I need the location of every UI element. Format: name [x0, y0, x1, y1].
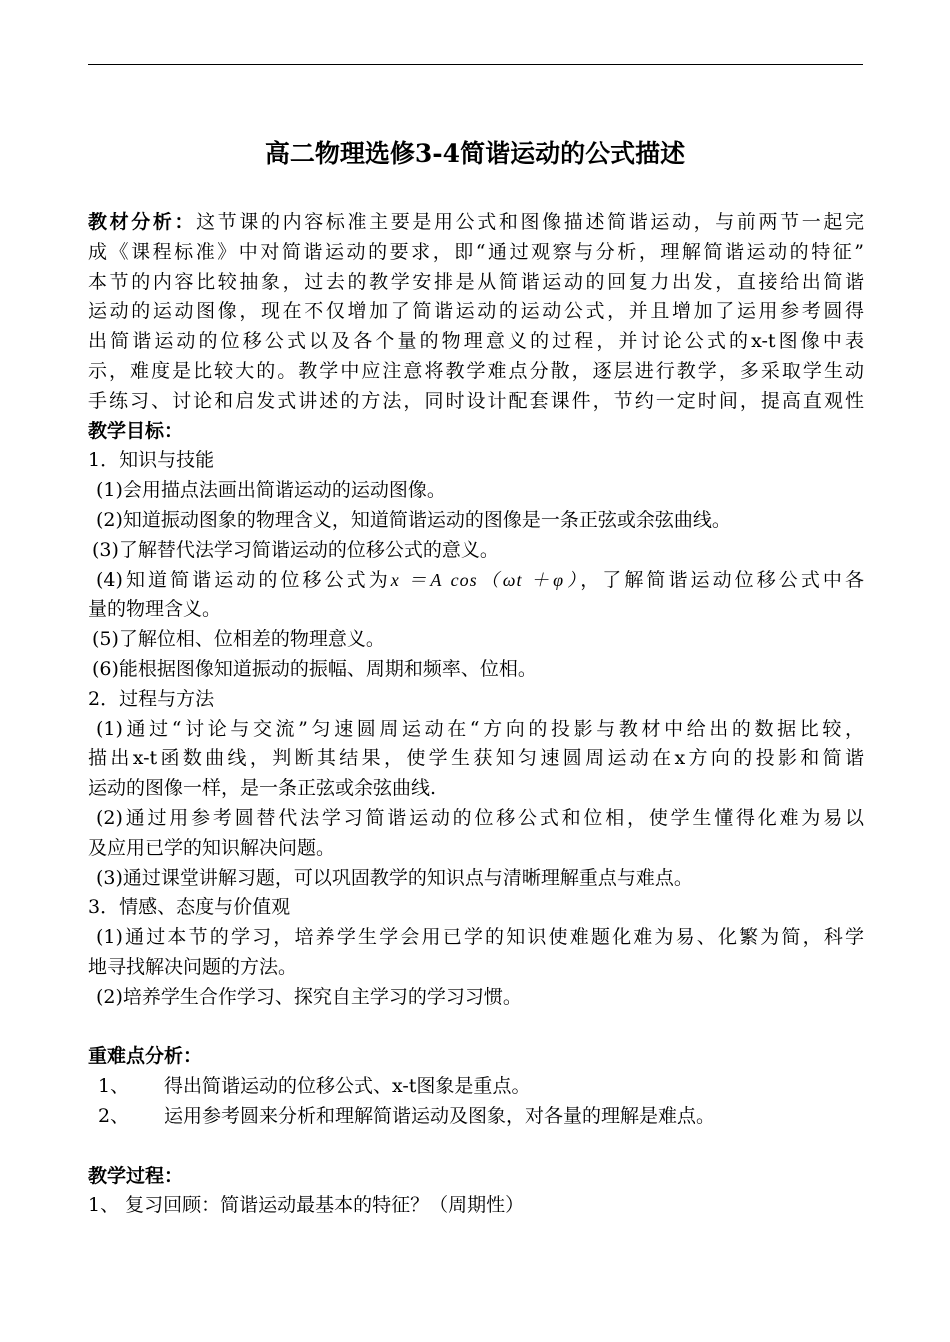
objectives-heading: 教学目标： [88, 419, 184, 442]
knowledge-item-5: (5)了解位相、位相差的物理意义。 [92, 628, 385, 651]
attitude-item-1-line-1: (1)通过本节的学习，培养学生学会用已学的知识使难题化难为易、化繁为简，科学 [96, 926, 864, 949]
key-points-heading: 重难点分析： [88, 1045, 203, 1068]
knowledge-item-6: (6)能根据图像知道振动的振幅、周期和频率、位相。 [92, 657, 537, 680]
analysis-line-6: 示，难度是比较大的。教学中应注意将教学难点分散，逐层进行教学，多采取学生动 [88, 359, 864, 382]
document-body [88, 208, 864, 1221]
analysis-line-7: 手练习、讨论和启发式讲述的方法，同时设计配套课件，节约一定时间，提高直观性 [88, 389, 864, 412]
key-point-item-1: 1、 得出简谐运动的位移公式、x-t图象是重点。 [98, 1075, 531, 1098]
attitude-item-2: (2)培养学生合作学习、探究自主学习的学习习惯。 [96, 985, 522, 1008]
analysis-line-3: 本节的内容比较抽象，过去的教学安排是从简谐运动的回复力出发，直接给出简谐 [88, 270, 864, 293]
process-item-1-line-1: (1)通过“讨论与交流”匀速圆周运动在“方向的投影与教材中给出的数据比较， [96, 717, 864, 740]
key-point-item-2: 2、 运用参考圆来分析和理解简谐运动及图象，对各量的理解是难点。 [98, 1104, 716, 1127]
displacement-formula: x ＝A cos（ωt ＋φ） [390, 569, 581, 590]
section-process-title: 2．过程与方法 [88, 687, 215, 710]
section-knowledge-title: 1．知识与技能 [88, 449, 215, 472]
analysis-line-1: 教材分析：这节课的内容标准主要是用公式和图像描述简谐运动，与前两节一起完 [88, 211, 864, 233]
section-attitude-title: 3．情感、态度与价值观 [88, 896, 291, 919]
attitude-item-1-line-2: 地寻找解决问题的方法。 [88, 955, 298, 978]
analysis-line-4: 运动的运动图像，现在不仅增加了简谐运动的运动公式，并且增加了运用参考圆得 [88, 300, 864, 323]
process-item-1-line-2: 描出x-t函数曲线，判断其结果，使学生获知匀速圆周运动在x方向的投影和简谐 [88, 747, 864, 770]
teaching-process-heading: 教学过程： [88, 1164, 184, 1187]
process-item-3: (3)通过课堂讲解习题，可以巩固教学的知识点与清晰理解重点与难点。 [96, 866, 693, 889]
spacer [88, 1132, 864, 1162]
knowledge-item-1: (1)会用描点法画出简谐运动的运动图像。 [96, 479, 446, 502]
header-rule [88, 64, 863, 65]
page-title: 高二物理选修3-4简谐运动的公式描述 [264, 139, 686, 168]
analysis-label: 教材分析： [88, 211, 197, 233]
knowledge-item-3: (3)了解替代法学习简谐运动的位移公式的意义。 [92, 538, 499, 561]
knowledge-item-4-cont: 量的物理含义。 [88, 598, 222, 621]
process-item-2-line-1: (2)通过用参考圆替代法学习简谐运动的位移公式和位相，使学生懂得化难为易以 [96, 806, 864, 829]
knowledge-item-4: (4)知道简谐运动的位移公式为x ＝A cos（ωt ＋φ），了解简谐运动位移公式中各 [96, 568, 864, 591]
knowledge-item-2: (2)知道振动图象的物理含义，知道简谐运动的图像是一条正弦或余弦曲线。 [96, 508, 731, 531]
analysis-line-5: 出简谐运动的位移公式以及各个量的物理意义的过程，并讨论公式的x-t图像中表 [88, 330, 864, 353]
teaching-process-item-1: 1、 复习回顾：简谐运动最基本的特征？（周期性） [88, 1194, 525, 1217]
spacer [88, 1013, 864, 1043]
analysis-line-2: 成《课程标准》中对简谐运动的要求，即“通过观察与分析，理解简谐运动的特征” [88, 240, 864, 263]
process-item-1-line-3: 运动的图像一样，是一条正弦或余弦曲线. [88, 777, 437, 800]
process-item-2-line-2: 及应用已学的知识解决问题。 [88, 836, 336, 859]
